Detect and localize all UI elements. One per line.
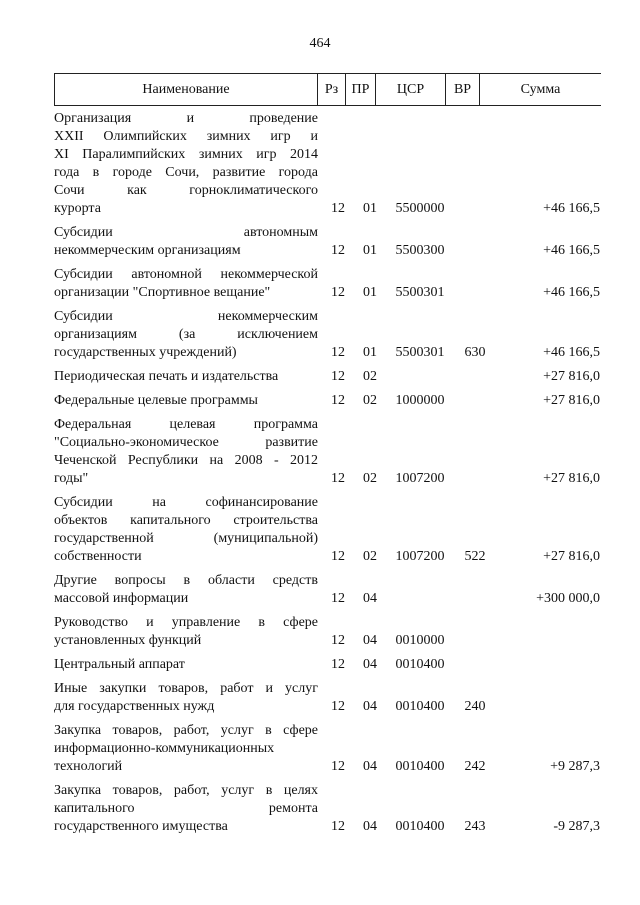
row-name-line: Сочи как горноклиматического [54,183,318,198]
row-csr: 1000000 [395,393,445,408]
row-rz: 12 [331,201,345,216]
table-row [54,782,600,836]
row-name-line: курорта [54,201,101,216]
row-name [54,392,318,410]
row-pr: 01 [363,243,377,258]
header-csr: ЦСР [376,74,446,105]
row-sum: +27 816,0 [543,549,600,564]
table-row [54,308,600,362]
row-name-line: объектов капитального строительства [54,513,318,528]
row-sum: +300 000,0 [536,591,600,606]
table-body [54,110,600,842]
row-name [54,614,318,650]
row-name [54,416,318,488]
row-sum: +46 166,5 [543,243,600,258]
row-sum: +27 816,0 [543,393,600,408]
header-sum: Сумма [520,81,561,97]
row-name-line: Иные закупки товаров, работ и услуг [54,681,318,696]
row-name-line: организации "Спортивное вещание" [54,285,271,300]
row-csr: 5500301 [395,285,445,300]
row-name [54,722,318,776]
row-name-line: государственного имущества [54,819,228,834]
row-pr: 04 [363,591,377,606]
row-name-line: Субсидии автономной некоммерческой [54,267,318,282]
table-row [54,266,600,302]
row-vr: 242 [464,759,486,774]
row-name-line: Чеченской Республики на 2008 - 2012 [54,453,318,468]
table-row [54,368,600,386]
row-sum: +46 166,5 [543,345,600,360]
row-csr: 5500300 [395,243,445,258]
row-pr: 01 [363,345,377,360]
row-name-line: установленных функций [54,633,202,648]
table-header [54,73,601,106]
row-name [54,572,318,608]
header-rz: Рз [318,74,346,105]
header-pr: ПР [346,74,376,105]
row-rz: 12 [331,285,345,300]
row-csr: 0010400 [395,819,445,834]
row-name [54,782,318,836]
row-sum: +46 166,5 [543,201,600,216]
row-sum: +46 166,5 [543,285,600,300]
row-pr: 02 [363,393,377,408]
row-name-line: Другие вопросы в области средств [54,573,318,588]
row-name-line: Субсидии на софинансирование [54,495,318,510]
row-name [54,494,318,566]
row-csr: 1007200 [395,471,445,486]
row-name [54,656,318,674]
row-name-line: Закупка товаров, работ, услуг в сфере [54,723,318,738]
row-csr: 5500301 [395,345,445,360]
row-csr: 0010000 [395,633,445,648]
row-name [54,110,318,218]
row-name-line: XI Паралимпийских зимних игр 2014 [54,147,318,162]
table-row [54,656,600,674]
row-pr: 02 [363,549,377,564]
row-rz: 12 [331,699,345,714]
row-name [54,368,318,386]
row-name [54,266,318,302]
row-name-line: информационно-коммуникационных [54,741,275,756]
table-row [54,680,600,716]
row-rz: 12 [331,369,345,384]
table-row [54,224,600,260]
row-rz: 12 [331,633,345,648]
row-name-line: государственной (муниципальной) [54,531,318,546]
row-pr: 04 [363,699,377,714]
row-vr: 240 [464,699,486,714]
row-name-line: массовой информации [54,591,189,606]
row-csr: 0010400 [395,657,445,672]
row-name-line: капитального ремонта [54,801,318,816]
row-csr: 0010400 [395,759,445,774]
row-name-line: Периодическая печать и издательства [54,369,279,384]
header-vr: ВР [446,74,480,105]
row-vr: 243 [464,819,486,834]
row-vr: 522 [464,549,486,564]
row-name-line: для государственных нужд [54,699,215,714]
row-rz: 12 [331,549,345,564]
row-name-line: собственности [54,549,142,564]
row-pr: 04 [363,819,377,834]
row-csr: 0010400 [395,699,445,714]
row-sum: +27 816,0 [543,369,600,384]
row-rz: 12 [331,819,345,834]
row-vr: 630 [464,345,486,360]
row-name-line: "Социально-экономическое развитие [54,435,318,450]
row-rz: 12 [331,591,345,606]
page-number: 464 [309,36,331,51]
table-row [54,572,600,608]
row-pr: 02 [363,471,377,486]
row-rz: 12 [331,393,345,408]
row-pr: 04 [363,633,377,648]
row-name-line: годы" [54,471,89,486]
table-row [54,392,600,410]
row-name-line: года в городе Сочи, развитие города [54,165,318,180]
header-name: Наименование [55,74,318,105]
table-row [54,110,600,218]
row-name-line: Субсидии автономным [54,225,318,240]
row-pr: 02 [363,369,377,384]
row-name [54,680,318,716]
row-pr: 01 [363,285,377,300]
row-name-line: Субсидии некоммерческим [54,309,318,324]
row-rz: 12 [331,657,345,672]
row-sum: +9 287,3 [550,759,600,774]
row-name-line: Закупка товаров, работ, услуг в целях [54,783,318,798]
row-rz: 12 [331,243,345,258]
row-name [54,224,318,260]
row-name-line: технологий [54,759,123,774]
table-row [54,494,600,566]
table-row [54,416,600,488]
row-sum: -9 287,3 [553,819,600,834]
row-rz: 12 [331,345,345,360]
row-pr: 04 [363,657,377,672]
row-rz: 12 [331,471,345,486]
row-sum: +27 816,0 [543,471,600,486]
row-name-line: некоммерческим организациям [54,243,241,258]
row-name-line: государственных учреждений) [54,345,237,360]
row-pr: 04 [363,759,377,774]
row-name-line: Руководство и управление в сфере [54,615,318,630]
row-name [54,308,318,362]
table-row [54,722,600,776]
row-name-line: организациям (за исключением [54,327,318,342]
row-name-line: Организация и проведение [54,111,318,126]
row-name-line: Федеральные целевые программы [54,393,258,408]
row-name-line: Центральный аппарат [54,657,185,672]
row-csr: 1007200 [395,549,445,564]
row-rz: 12 [331,759,345,774]
row-name-line: Федеральная целевая программа [54,417,318,432]
row-name-line: XXII Олимпийских зимних игр и [54,129,318,144]
row-pr: 01 [363,201,377,216]
table-row [54,614,600,650]
row-csr: 5500000 [395,201,445,216]
